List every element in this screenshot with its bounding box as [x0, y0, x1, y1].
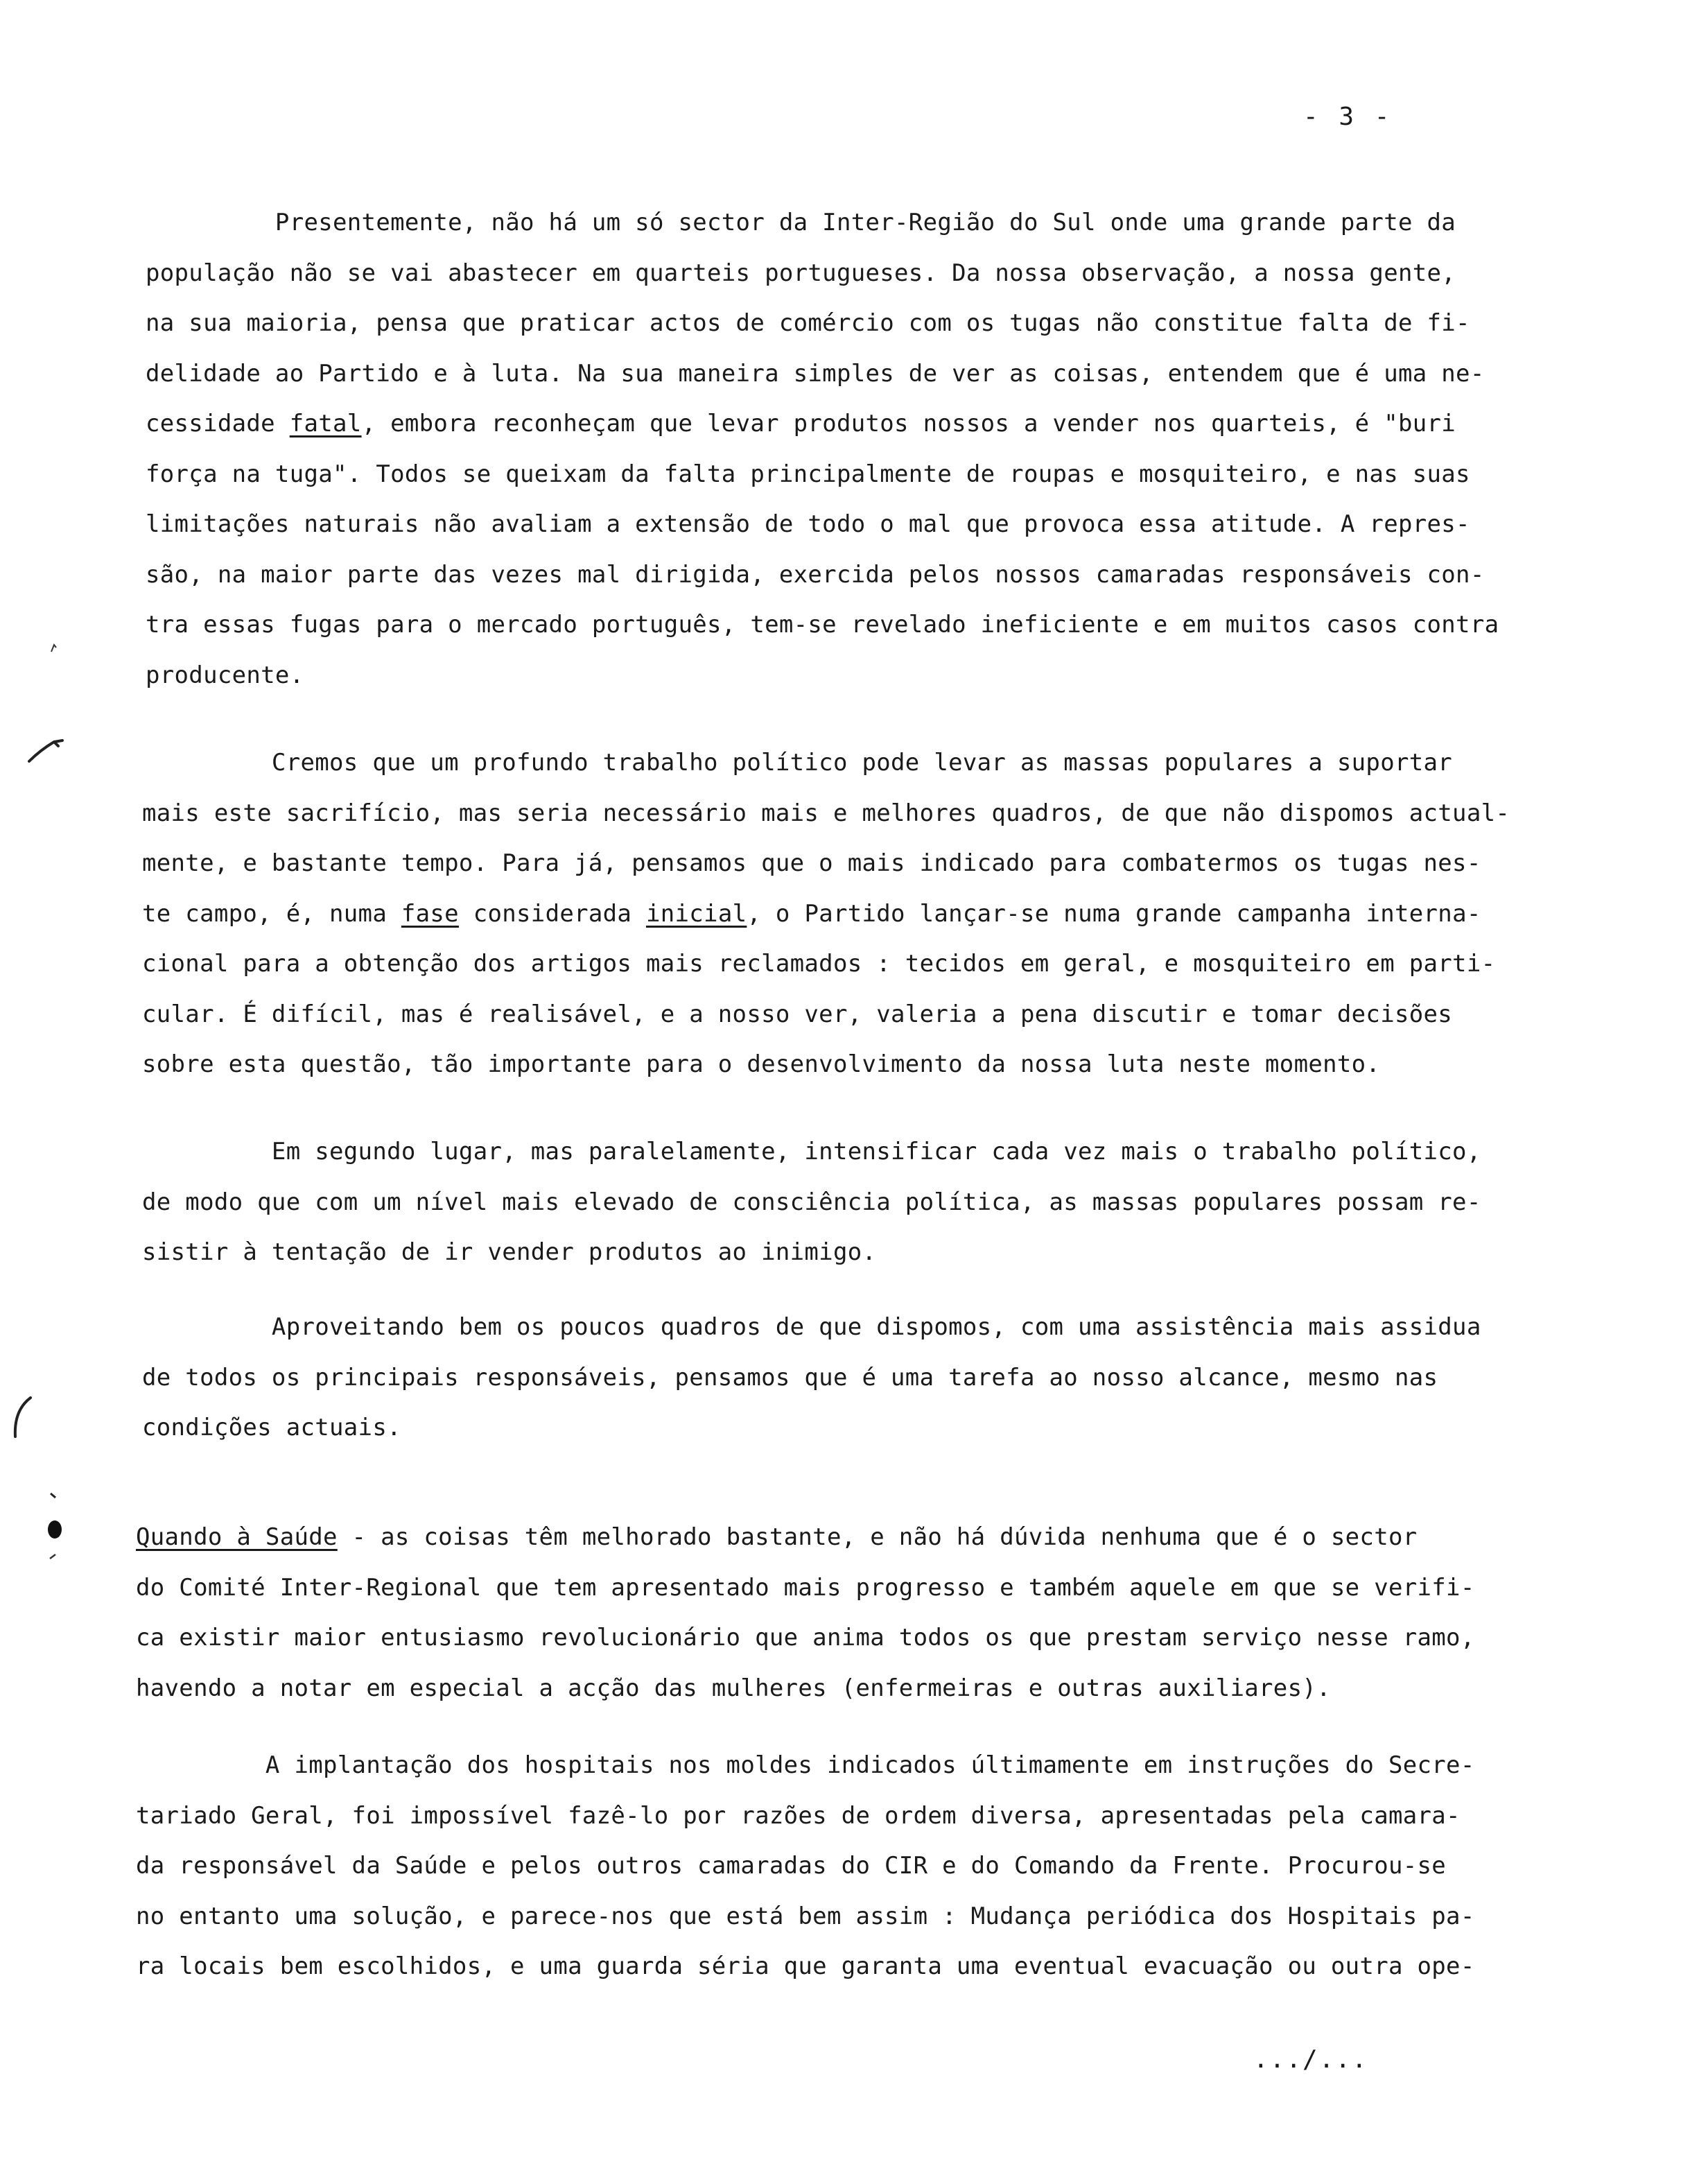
continuation-marker: .../... — [1253, 2045, 1368, 2074]
text-line: de todos os principais responsáveis, pensamos que é uma tarefa ao nosso alcance, mesmo nas — [142, 1363, 1438, 1392]
margin-pen-mark-1 — [26, 736, 68, 764]
text-line: cular. É difícil, mas é realisável, e a nosso ver, valeria a pena discutir e tomar decisões — [142, 1000, 1453, 1028]
paragraph-4 — [142, 1302, 1481, 1453]
text-line: Aproveitando bem os poucos quadros de que dispomos, com uma assistência mais assidua — [142, 1313, 1481, 1341]
text-line: tariado Geral, foi impossível fazê-lo por razões de ordem diversa, apresentadas pela camara- — [136, 1801, 1461, 1830]
text-line: cional para a obtenção dos artigos mais reclamados : tecidos em geral, e mosquiteiro em parti- — [142, 950, 1496, 978]
margin-speck-1 — [50, 643, 58, 653]
text-line: na sua maioria, pensa que praticar actos de comércio com os tugas não constitue falta de fi- — [146, 309, 1470, 337]
text-line: da responsável da Saúde e pelos outros camaradas do CIR e do Comando da Frente. Procurou-se — [136, 1852, 1447, 1880]
text-line: Em segundo lugar, mas paralelamente, intensificar cada vez mais o trabalho político, — [142, 1138, 1481, 1165]
text-line: Quando à Saúde - as coisas têm melhorado bastante, e não há dúvida nenhuma que é o sector — [136, 1523, 1418, 1551]
text-line: do Comité Inter-Regional que tem apresentado mais progresso e também aquele em que se verifi- — [136, 1573, 1475, 1602]
underlined-text: Quando à Saúde — [136, 1523, 338, 1551]
text-line: no entanto uma solução, e parece-nos que está bem assim : Mudança periódica dos Hospitais pa- — [136, 1902, 1475, 1930]
text-line: ca existir maior entusiasmo revolucionário que anima todos os que prestam serviço nesse ramo, — [136, 1624, 1475, 1652]
margin-speck-2 — [49, 1491, 58, 1500]
text-line: população não se vai abastecer em quarteis portugueses. Da nossa observação, a nossa gente, — [146, 259, 1456, 287]
text-line: limitações naturais não avaliam a extensão de todo o mal que provoca essa atitude. A repres- — [146, 510, 1470, 538]
text-line: ra locais bem escolhidos, e uma guarda séria que garanta uma eventual evacuação ou outra ope- — [136, 1952, 1475, 1980]
text-line: mais este sacrifício, mas seria necessário mais e melhores quadros, de que não dispomos actual- — [142, 799, 1510, 827]
margin-pen-mark-2 — [8, 1394, 36, 1442]
paragraph-3 — [142, 1127, 1481, 1278]
margin-dot — [44, 1517, 65, 1542]
text-line: são, na maior parte das vezes mal dirigida, exercida pelos nossos camaradas responsáveis con- — [146, 560, 1485, 589]
text-line: mente, e bastante tempo. Para já, pensamos que o mais indicado para combatermos os tugas nes- — [142, 849, 1481, 877]
text-line: delidade ao Partido e à luta. Na sua maneira simples de ver as coisas, entendem que é uma ne- — [146, 359, 1485, 388]
text-line: havendo a notar em especial a acção das mulheres (enfermeiras e outras auxiliares). — [136, 1674, 1331, 1702]
text-line: tra essas fugas para o mercado português, tem-se revelado ineficiente e em muitos casos contra — [146, 611, 1499, 639]
text-line: sobre esta questão, tão importante para o desenvolvimento da nossa luta neste momento. — [142, 1050, 1381, 1078]
paragraph-5 — [136, 1512, 1475, 1713]
text-line: producente. — [146, 661, 304, 689]
text-line: te campo, é, numa fase considerada inicial, o Partido lançar-se numa grande campanha interna- — [142, 899, 1481, 928]
underlined-text: fase — [401, 899, 459, 928]
underlined-text: fatal — [289, 410, 362, 437]
text-line: A implantação dos hospitais nos moldes indicados últimamente em instruções do Secre- — [136, 1751, 1475, 1779]
underlined-text: inicial — [645, 899, 747, 928]
paragraph-1 — [146, 198, 1499, 700]
text-line: sistir à tentação de ir vender produtos ao inimigo. — [142, 1238, 877, 1266]
paragraph-6 — [136, 1740, 1475, 1992]
margin-speck-3 — [49, 1552, 58, 1561]
text-line: condições actuais. — [142, 1414, 401, 1441]
text-line: força na tuga". Todos se queixam da falta principalmente de roupas e mosquiteiro, e nas suas — [146, 460, 1470, 488]
text-line: de modo que com um nível mais elevado de consciência política, as massas populares possam re- — [142, 1188, 1481, 1216]
page-number: - 3 - — [1303, 103, 1393, 131]
text-line: cessidade fatal, embora reconheçam que levar produtos nossos a vender nos quarteis, é "buri — [146, 410, 1456, 437]
text-line: Cremos que um profundo trabalho político pode levar as massas populares a suportar — [142, 749, 1453, 777]
text-line: Presentemente, não há um só sector da Inter-Região do Sul onde uma grande parte da — [146, 209, 1456, 236]
paragraph-2 — [142, 738, 1510, 1090]
